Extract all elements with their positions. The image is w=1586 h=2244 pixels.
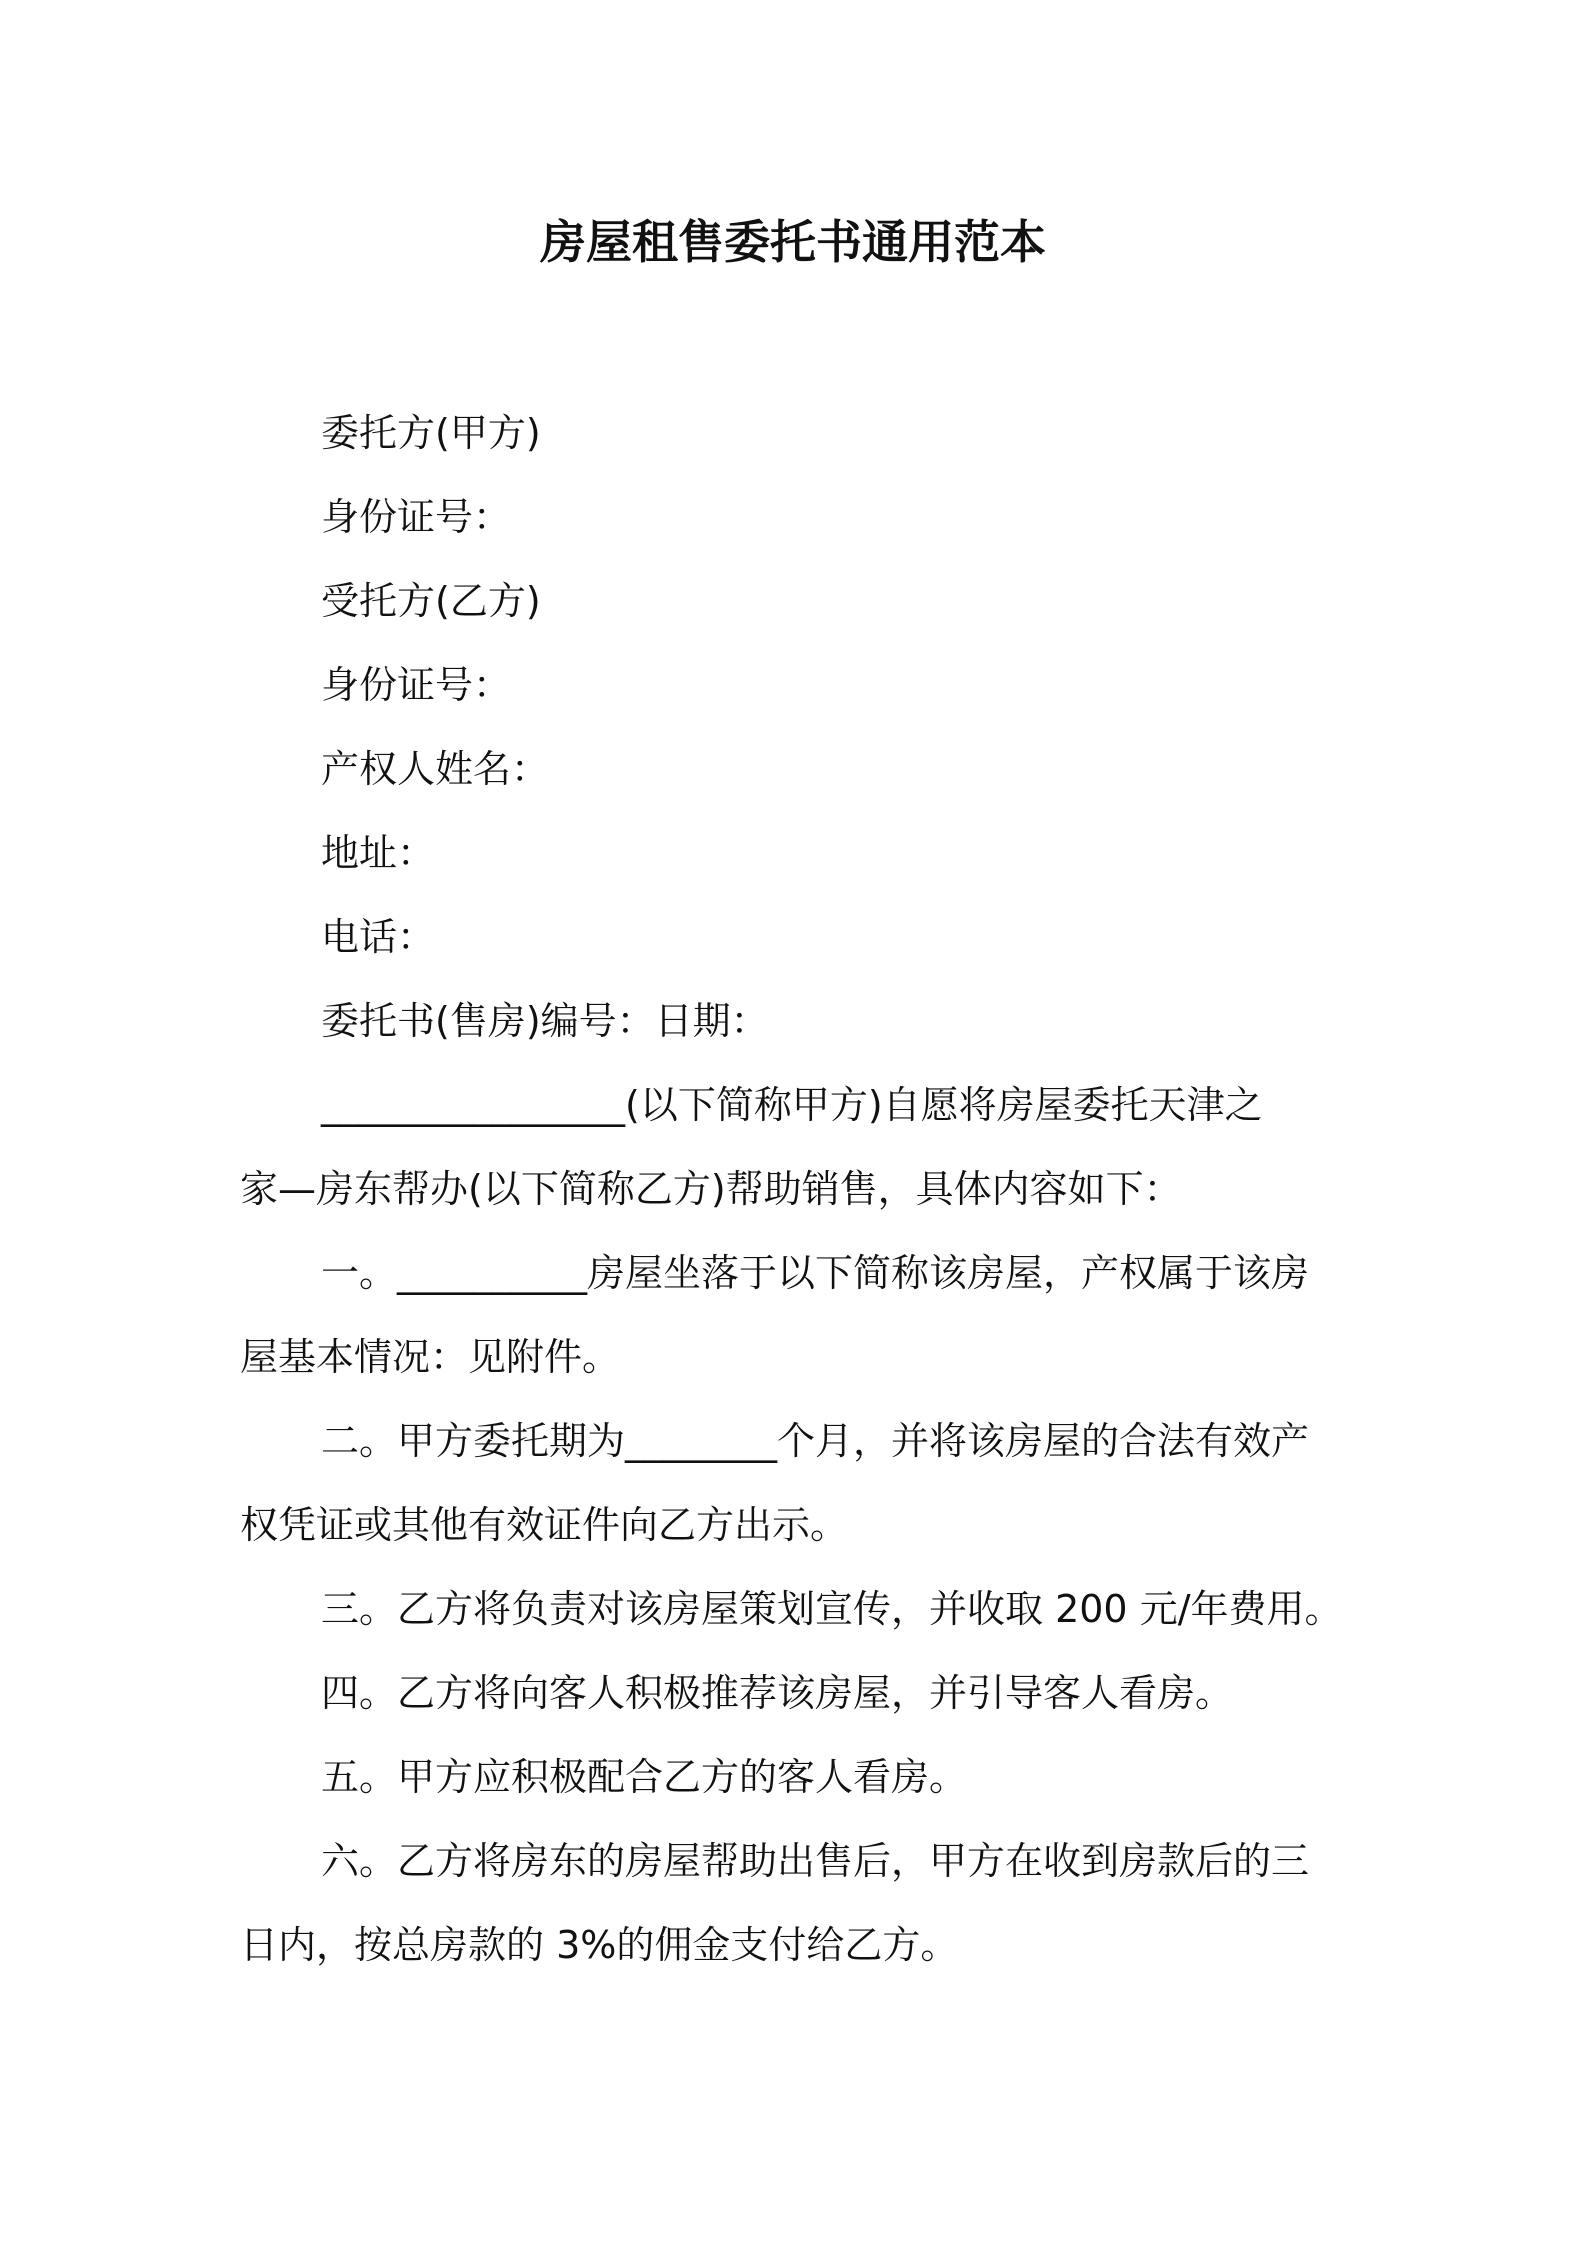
field-owner-name: 产权人姓名：: [321, 747, 550, 791]
clause-3: 三。乙方将负责对该房屋策划宣传，并收取 200 元/年费用。: [321, 1587, 1343, 1631]
clause-6-line-2: 日内，按总房款的 3%的佣金支付给乙方。: [240, 1923, 959, 1967]
clause-4: 四。乙方将向客人积极推荐该房屋，并引导客人看房。: [321, 1671, 1234, 1715]
document-title: 房屋租售委托书通用范本: [540, 215, 1046, 269]
clause-1-line-2: 屋基本情况：见附件。: [240, 1335, 621, 1379]
field-address: 地址：: [321, 831, 436, 875]
clause-5: 五。甲方应积极配合乙方的客人看房。: [321, 1755, 968, 1799]
field-agent-id: 身份证号：: [321, 663, 512, 707]
intro-line-2: 家—房东帮办(以下简称乙方)帮助销售，具体内容如下：: [240, 1167, 1182, 1211]
clause-1-line-1: 一。__________房屋坐落于以下简称该房屋，产权属于该房: [321, 1251, 1310, 1295]
field-phone: 电话：: [321, 915, 436, 959]
field-principal-id: 身份证号：: [321, 495, 512, 539]
clause-2-line-2: 权凭证或其他有效证件向乙方出示。: [240, 1503, 849, 1547]
field-agent: 受托方(乙方): [321, 579, 541, 623]
clause-2-line-1: 二。甲方委托期为________个月，并将该房屋的合法有效产: [321, 1419, 1310, 1463]
intro-line-1: ________________(以下简称甲方)自愿将房屋委托天津之: [321, 1083, 1263, 1127]
field-principal: 委托方(甲方): [321, 411, 541, 455]
field-contract-number-date: 委托书(售房)编号：日期：: [321, 999, 769, 1043]
clause-6-line-1: 六。乙方将房东的房屋帮助出售后，甲方在收到房款后的三: [321, 1839, 1310, 1883]
